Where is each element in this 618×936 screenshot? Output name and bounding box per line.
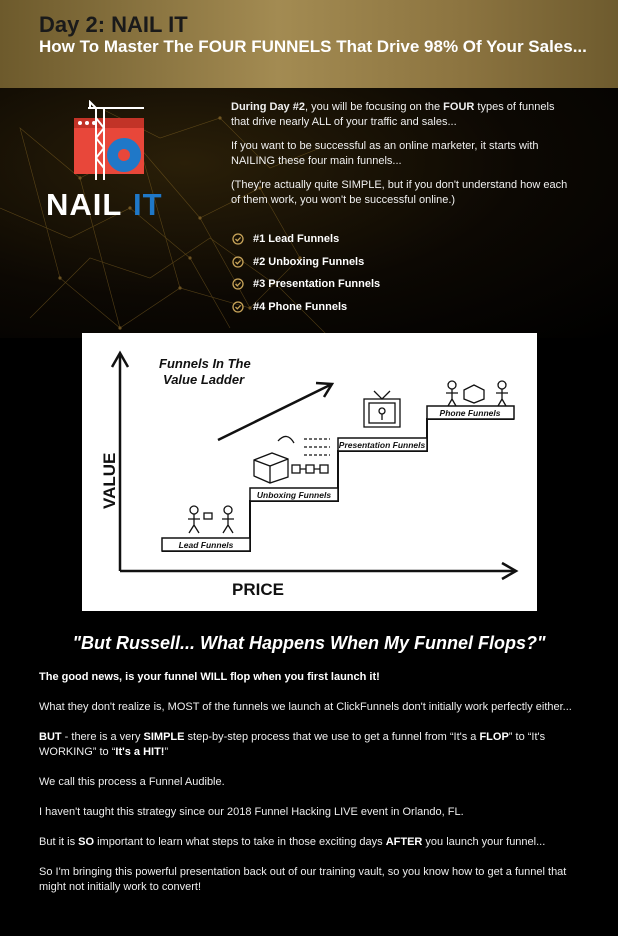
body-paragraph-5: I haven't taught this strategy since our 2018 Funnel Hacking LIVE event in Orlando, FL. (39, 806, 464, 818)
checklist-item: #2 Unboxing Funnels (232, 251, 572, 274)
checklist-item: #1 Lead Funnels (232, 228, 572, 251)
y-axis-label: VALUE (100, 452, 119, 509)
check-circle-icon (232, 301, 244, 313)
body-paragraph-2: What they don't realize is, MOST of the funnels we launch at ClickFunnels don't initially work perfectly either... (39, 701, 572, 713)
svg-text:NAIL: NAIL (46, 187, 123, 222)
step-label-phone: Phone Funnels (439, 408, 501, 418)
body-paragraph-4: We call this process a Funnel Audible. (39, 776, 225, 788)
check-circle-icon (232, 233, 244, 245)
day-subtitle: How To Master The FOUR FUNNELS That Drive 98% Of Your Sales... (39, 37, 587, 56)
value-ladder-diagram (82, 333, 537, 611)
crane-gear-icon (44, 100, 174, 225)
header-banner (0, 0, 618, 88)
checklist-item: #4 Phone Funnels (232, 296, 572, 319)
check-circle-icon (232, 278, 244, 290)
intro-paragraph-1: During Day #2, you will be focusing on the FOUR types of funnels that drive nearly ALL of your traffic and sales... (231, 101, 555, 128)
stick-figures-icon (188, 506, 234, 533)
body-paragraph-1: The good news, is your funnel WILL flop when you first launch it! (39, 671, 380, 683)
tv-icon (364, 391, 400, 427)
intro-paragraph-2: If you want to be successful as an online marketer, it starts with NAILING these four main funnels... (231, 140, 539, 167)
intro-paragraph-3: (They're actually quite SIMPLE, but if you don't understand how each of them work, you won't be successful online.) (231, 179, 568, 206)
section-quote-heading: "But Russell... What Happens When My Funnel Flops?" (72, 633, 546, 653)
diagram-title-line1: Funnels In The (159, 356, 251, 371)
body-paragraph-3: BUT - there is a very SIMPLE step-by-step process that we use to get a funnel from “It's a FLOP” to “It's WORKING” to “It's a HIT!” (39, 731, 546, 758)
box-icon (254, 436, 330, 483)
svg-text:IT: IT (133, 187, 163, 222)
step-label-presentation: Presentation Funnels (338, 440, 426, 450)
checklist-item: #3 Presentation Funnels (232, 273, 572, 296)
x-axis-label: PRICE (232, 580, 284, 599)
body-text (39, 670, 594, 910)
nail-it-logo (44, 100, 174, 225)
intro-text (231, 100, 571, 217)
step-label-unboxing: Unboxing Funnels (256, 490, 332, 500)
funnel-checklist (232, 228, 572, 318)
body-paragraph-6: But it is SO important to learn what steps to take in those exciting days AFTER you launch your funnel... (39, 836, 546, 848)
check-circle-icon (232, 256, 244, 268)
step-label-lead: Lead Funnels (178, 540, 234, 550)
diagram-title-line2: Value Ladder (163, 372, 245, 387)
phone-figures-icon (446, 381, 508, 406)
body-paragraph-7: So I'm bringing this powerful presentation back out of our training vault, so you know how to get a funnel that might not initially work to convert! (39, 866, 567, 893)
value-ladder-drawing (82, 333, 537, 611)
day-title: Day 2: NAIL IT (39, 12, 188, 37)
